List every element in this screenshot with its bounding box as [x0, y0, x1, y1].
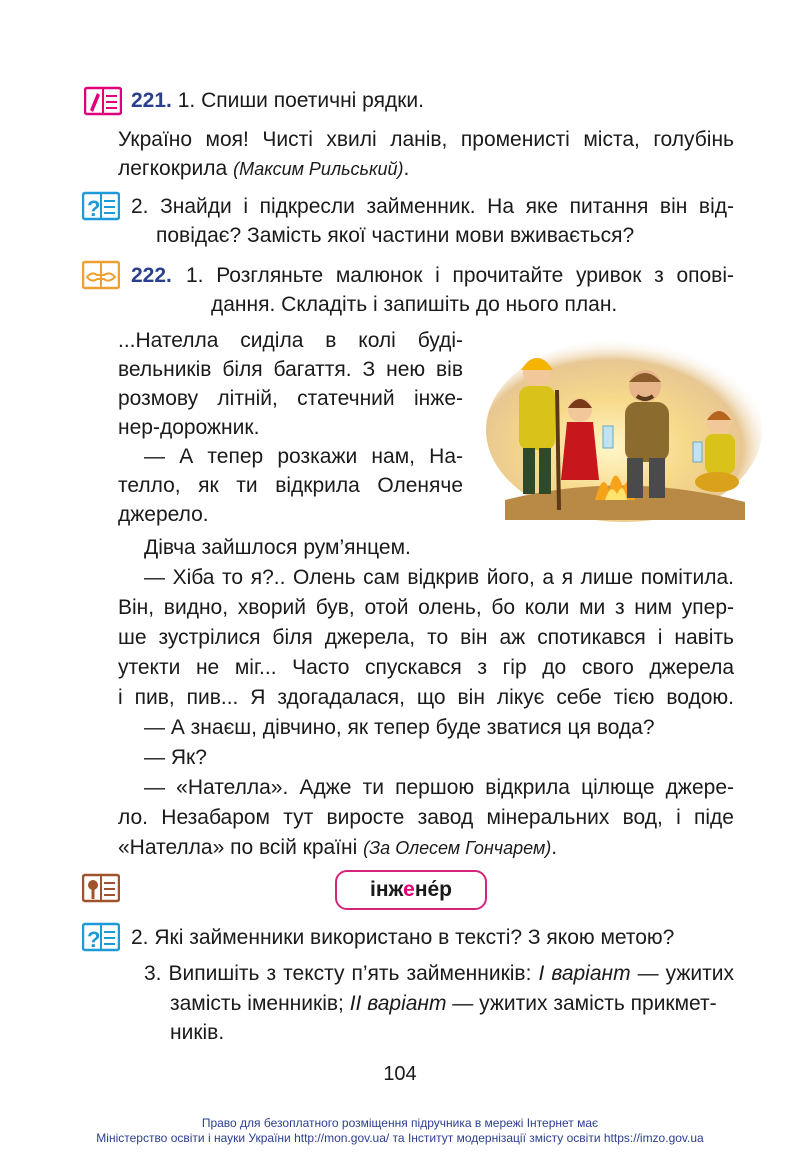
story-line: — «Нателла». Адже ти першою відкрила цілюще джере-: [144, 776, 734, 799]
story-line: утекти не міг... Часто спускався з гір до свого джерела: [118, 656, 734, 679]
handshake-book-icon: [82, 260, 120, 290]
story-line: і пив, пив... Я здогадалася, що він лікує себе тією водою.: [118, 686, 734, 709]
story-line: розмову літній, статечний інже-: [118, 387, 463, 410]
vocabulary-word: [335, 870, 487, 910]
exercise-number: 222.: [131, 264, 172, 287]
task-text: — ужитих: [630, 962, 734, 985]
word-part: інж: [369, 878, 404, 901]
story-source: (За Олесем Гончарем): [363, 838, 552, 858]
story-line: — Як?: [144, 746, 207, 769]
story-line: джерело.: [118, 503, 209, 526]
story-line: — А тепер розкажи нам, На-: [144, 445, 463, 468]
question-book-icon: [82, 922, 120, 952]
task-text: 1. Спиши поетичні рядки.: [177, 89, 424, 112]
word-highlight-letter: е: [403, 878, 415, 901]
task-text: повідає? Замість якої частини мови вживається?: [156, 224, 635, 247]
footer-line: Право для безоплатного розміщення підручника в мережі Інтернет має: [201, 1116, 599, 1130]
svg-text:?: ?: [87, 927, 101, 952]
task-text: дання. Складіть і запишіть до нього план.: [211, 293, 618, 316]
svg-text:?: ?: [87, 196, 101, 221]
task-text: — ужитих замість прикмет-: [446, 992, 717, 1015]
task-text: ників.: [170, 1021, 225, 1044]
task-text: замість іменників;: [170, 992, 350, 1015]
story-line: телло, як ти відкрила Оленяче: [118, 474, 463, 497]
poem-line: Україно моя! Чисті хвилі ланів, променисті міста, голубінь: [118, 128, 734, 151]
task-text: 2. Які займенники використано в тексті? З якою метою?: [131, 926, 675, 949]
campfire-illustration: [485, 330, 763, 522]
poem-source: (Максим Рильський): [233, 159, 404, 179]
footer-line: Міністерство освіти і науки України http://mon.gov.ua/ та Інститут модернізації змісту освіти https://imzo.gov.ua: [96, 1131, 704, 1145]
task-text: 1. Розгляньте малюнок і прочитайте уривок з опові-: [186, 264, 734, 287]
write-book-icon: [84, 86, 122, 116]
poem-end: .: [403, 157, 410, 180]
page-number: 104: [383, 1063, 417, 1085]
story-line: нер-дорожник.: [118, 416, 260, 439]
story-line: ше зустрілися біля джерела, то він аж спотикався і навіть: [118, 626, 734, 649]
exercise-number: 221.: [131, 89, 172, 112]
story-line: — Хіба то я?.. Олень сам відкрив його, а я лише помітила.: [144, 566, 734, 589]
task-text: 2. Знайди і підкресли займенник. На яке питання він від-: [131, 195, 734, 218]
story-line: ...Нателла сиділа в колі буді-: [118, 329, 463, 352]
word-part: не́р: [414, 878, 453, 901]
story-line: Дівча зайшлося рум’янцем.: [144, 536, 411, 559]
story-line: Він, видно, хворий був, отой олень, бо коли ми з ним упер-: [118, 596, 734, 619]
magnifier-book-icon: [82, 873, 120, 903]
story-line: «Нателла» по всій країні: [118, 836, 364, 859]
story-end: .: [551, 836, 558, 859]
story-line: — А знаєш, дівчино, як тепер буде зватися ця вода?: [144, 716, 655, 739]
story-line: вельників біля багаття. З нею вів: [118, 358, 463, 381]
variant-label: І варіант: [538, 962, 631, 985]
task-text: 3. Випишіть з тексту п’ять займенників:: [144, 962, 539, 985]
story-line: ло. Незабаром тут виросте завод мінеральних вод, і піде: [118, 806, 734, 829]
question-book-icon: [82, 191, 120, 221]
variant-label: ІІ варіант: [349, 992, 447, 1015]
poem-line: легкокрила: [118, 157, 228, 180]
